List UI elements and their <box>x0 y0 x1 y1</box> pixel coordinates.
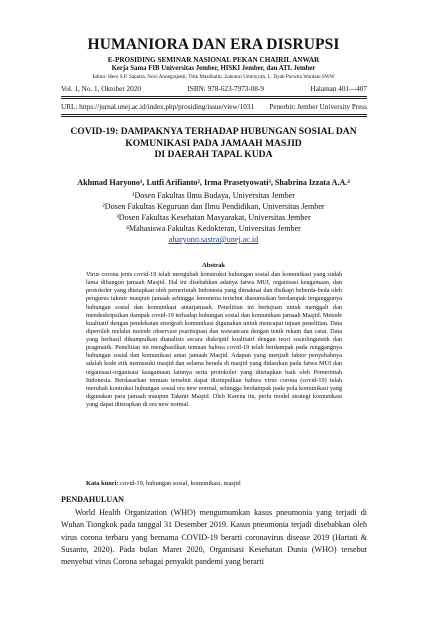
abstract-text: Virus corona jenis covid-19 telah mengubah konstruksi hubungan sosial dan komunikasi yang sudah lama dibangun jamaah Masjid. Hal ini disebabkan adanya fatwa MUI, organisasi keagamaan, dan protokoler yang ditetapkan oleh pemerintah Indonesia yang dimaknai dan disikapi beberda-beda oleh pengurus takmir maupun jamaah sehingga fenomena tersebut diasumsikan berdampak terganggunya hubungan sosial dan komunikasi antarjamaah. Penelitian ini bertujuan untuk menggali dan mendeskripsikan dampak covid-19 terhadap hubungan sosial dan komunikasi jamaah Masjid. Metode kualitatif dengan pendekatan etnografi komunikasi digunakan untuk mencapai tujuan penelitian. Data diperoleh melalui metode observasi psartisipasi dan wawancara dengan tenik rekam dan catat. Data yang berhasil dikumpulkan dianalisis secara diskriptif kualitatif dengan teori sosiolinguistik dan pragmatik. Penelitian ini menghasilkan temuan bahwa covid-19 telah berdampak pada renggangnya hubungan sosial dan komunikasi antar jamaah Masjid. Adapun yang menjadi faktor penyebabnya adalah kode etik memasuki masjid dan selama berada di masjid yang didasrkan pada fatwa MUI dan organisasi-organisasi keagamaan lainnya serta protokoler yang ditetapkan baik oleh Pemerintah Indonesia. Berdasarkan temuan tersebut dapat disimpulkan bahwa virus corona (covid-19) telah merubah kontruksi hubungan sosial era new normal, sehingga berdampak pada pola komunikasi yang digunakan para jamaah maupun Takmir Masjid. Oleh Karena itu, perlu model strategi komunikasi yang dapat diterapkan di era new normal. <box>86 271 342 408</box>
paper-title-line: COVID-19: DAMPAKNYA TERHADAP HUBUNGAN SOSIAL DAN <box>70 126 357 137</box>
affiliation-2: ²Dosen Fakultas Keguruan dan Ilmu Pendidikan, Universitas Jember <box>102 202 325 211</box>
isbn-label: ISBN: 978-623-7973-08-9 <box>187 85 264 93</box>
header-divider <box>61 98 367 99</box>
journal-title: HUMANIORA DAN ERA DISRUPSI <box>87 36 340 53</box>
section-heading: PENDAHULUAN <box>61 495 124 504</box>
paper-title-line: DI DAERAH TAPAL KUDA <box>154 149 273 160</box>
affiliation-1: ¹Dosen Fakultas Ilmu Budaya, Universitas Jember <box>132 191 295 200</box>
paper-title-line: KOMUNIKASI PADA JAMAAH MASJID <box>125 137 302 149</box>
author-email-link[interactable]: aharyono.sastra@unej.ac.id <box>168 235 259 244</box>
author-list: Akhmad Haryono¹, Lutfi Arifianto², Irma Prasetyowati³, Shabrina Izzata A.A.⁴ <box>77 178 350 187</box>
header-divider <box>61 116 367 117</box>
pages-label: Halaman 401—407 <box>310 85 367 93</box>
publisher-label: Penerbit: Jember University Press <box>269 103 367 111</box>
keywords-values: covid-19, hubungan sosial, komunikasi, masjid <box>120 480 241 487</box>
keywords-label: Kata kunci: <box>86 480 119 487</box>
url-row <box>61 103 367 111</box>
abstract-heading: Abstrak <box>201 262 226 269</box>
intro-paragraph <box>61 507 367 568</box>
volume-info-row <box>61 85 367 93</box>
paper-title <box>40 126 387 161</box>
editors-line: Editor: Heru S.P. Saputra, Novi Anoegrajekti, Titik Maslikatin, Zahratul Umniyyah, L. Dyah Purwita Wardani SWW <box>92 74 335 80</box>
keywords-line <box>86 480 346 487</box>
volume-label: Vol. 1, No. 1, Oktober 2020 <box>61 85 141 93</box>
email-line <box>40 235 387 244</box>
proceedings-subtitle: E-PROSIDING SEMINAR NASIONAL PEKAN CHAIRIL ANWAR <box>107 56 320 64</box>
intro-text: World Health Organization (WHO) mengumumkan kasus pneumonia yang terjadi di Wuhan Tiongkok pada tanggal 31 Desember 2019. Kasus pneumonia terjadi disebabkan oleh virus corona terbaru yang bernama COVID-19 berarti coronavirus disease 2019 (Hartati & Susanto, 2020). Pada bulan Maret 2020, Organisasi Kesehatan Dunia (WHO) tersebut menyebut virus Corona sebagai penyakit pandemi yang berarti <box>61 508 367 567</box>
journal-url[interactable]: URL: https://jurnal.unej.ac.id/index.php/prosiding/issue/view/1031 <box>61 103 255 111</box>
affiliation-4: ⁴Mahasiswa Fakultas Kedokteran, Universitas Jember <box>126 224 301 233</box>
affiliation-3: ³Dosen Fakultas Kesehatan Masyarakat, Universitas Jember <box>116 213 311 222</box>
cooperation-line: Kerja Sama FIB Universitas Jember, HISKI Jember, dan ATL Jember <box>111 65 316 72</box>
